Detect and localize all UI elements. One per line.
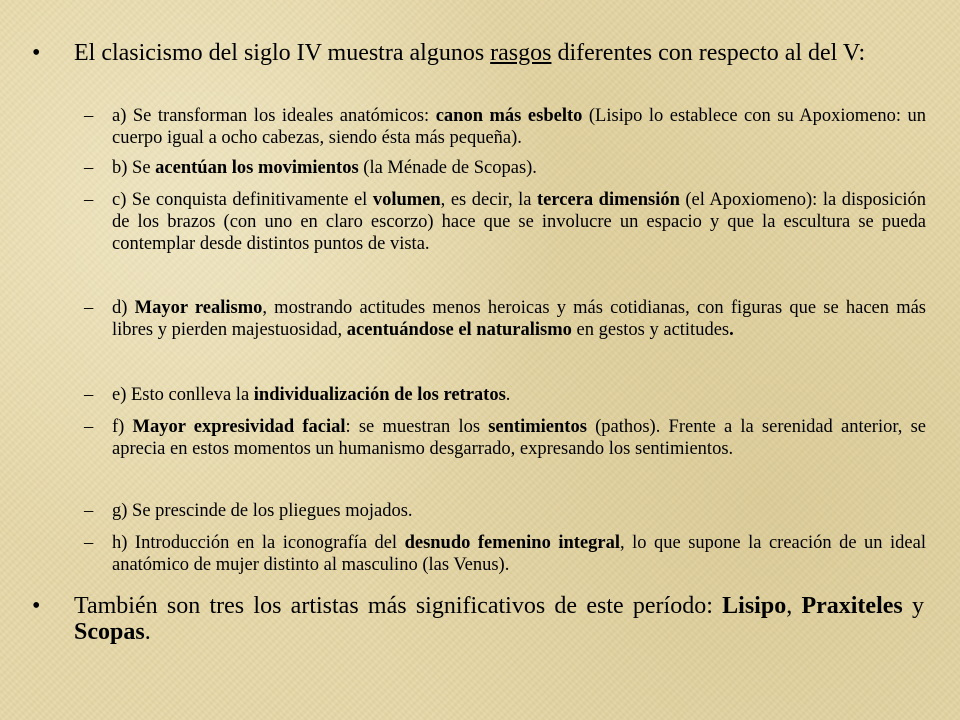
bold-text: tercera dimensión [537, 190, 680, 210]
dash-marker: – [84, 298, 94, 318]
dash-marker: – [84, 417, 94, 437]
bullet-text: diferentes con respecto al del V: [551, 40, 866, 66]
sub-bullet-f [84, 416, 926, 460]
sub-bullet-text: b) Se [112, 158, 156, 178]
dash-marker: – [84, 533, 94, 553]
sub-bullet-text: (la Ménade de Scopas). [358, 158, 537, 178]
bold-text: acentúan los movimientos [155, 158, 359, 178]
sub-bullet-text: (el Apoxiomeno): la disposición de los brazos (con uno en claro escorzo) hace que se involucre un espacio y que la escultura se pueda contemplar desde distintos puntos de vista. [112, 190, 926, 254]
sub-bullet-b [84, 157, 926, 179]
bold-text: desnudo femenino integral [404, 533, 620, 553]
bullet-clasicismo-siglo-iv [32, 40, 926, 66]
artist-praxiteles: Praxiteles [801, 593, 903, 619]
bullet-text: , [786, 593, 802, 619]
bullet-marker: • [32, 593, 41, 619]
sub-bullet-text: : se muestran los [345, 417, 489, 437]
sub-bullet-d [84, 297, 927, 341]
sub-bullet-text: , lo que supone la creación de un ideal anatómico de mujer distinto al masculino (las Venus). [112, 533, 926, 575]
bullet-text: El clasicismo del siglo IV muestra algunos [74, 40, 491, 66]
dash-marker: – [84, 190, 94, 210]
sub-bullet-a [84, 105, 926, 149]
sub-bullet-text: a) Se transforman los ideales anatómicos: [112, 106, 436, 126]
bold-text: acentuándose el naturalismo [346, 320, 572, 340]
dash-marker: – [84, 501, 94, 521]
sub-bullet-c [84, 189, 926, 255]
bold-text: Mayor realismo [134, 298, 263, 318]
bullet-artistas [32, 593, 925, 645]
sub-bullet-text: (pathos). Frente a la serenidad anterior, se aprecia en estos momentos un humanismo desgarrado, expresando los sentimientos. [112, 417, 926, 459]
sub-bullet-text: , es decir, la [440, 190, 537, 210]
sub-bullet-text: c) Se conquista definitivamente el [112, 190, 373, 210]
underlined-text: rasgos [490, 40, 552, 66]
bold-text: . [729, 320, 734, 340]
sub-bullet-text: (Lisipo lo establece con su Apoxiomeno: un cuerpo igual a ocho cabezas, siendo ésta más pequeña). [112, 106, 926, 148]
sub-bullet-text: f) [112, 417, 133, 437]
bold-text: canon más esbelto [435, 106, 583, 126]
sub-bullet-text: en gestos y actitudes [571, 320, 730, 340]
sub-bullet-text: h) Introducción en la iconografía del [112, 533, 405, 553]
sub-bullet-e [84, 384, 926, 406]
sub-bullet-text: . [505, 385, 511, 405]
sub-bullet-text: , mostrando actitudes menos heroicas y más cotidianas, con figuras que se hacen más libres y pierden majestuosidad, [112, 298, 927, 340]
artist-lisipo: Lisipo [722, 593, 787, 619]
bullet-text: También son tres los artistas más significativos de este período: [74, 593, 723, 619]
bullet-text: . [144, 619, 151, 645]
bold-text: volumen [372, 190, 441, 210]
sub-bullet-text: d) [112, 298, 135, 318]
bullet-text: y [902, 593, 925, 619]
bold-text: individualización de los retratos [253, 385, 506, 405]
sub-bullet-g [84, 500, 926, 522]
dash-marker: – [84, 106, 94, 126]
sub-bullet-text: g) Se prescinde de los pliegues mojados. [112, 501, 413, 521]
bold-text: sentimientos [488, 417, 587, 437]
sub-bullet-text: e) Esto conlleva la [112, 385, 254, 405]
dash-marker: – [84, 158, 94, 178]
bullet-marker: • [32, 40, 41, 66]
dash-marker: – [84, 385, 94, 405]
bold-text: Mayor expresividad facial [132, 417, 346, 437]
sub-bullet-h [84, 532, 926, 576]
artist-scopas: Scopas [74, 619, 145, 645]
